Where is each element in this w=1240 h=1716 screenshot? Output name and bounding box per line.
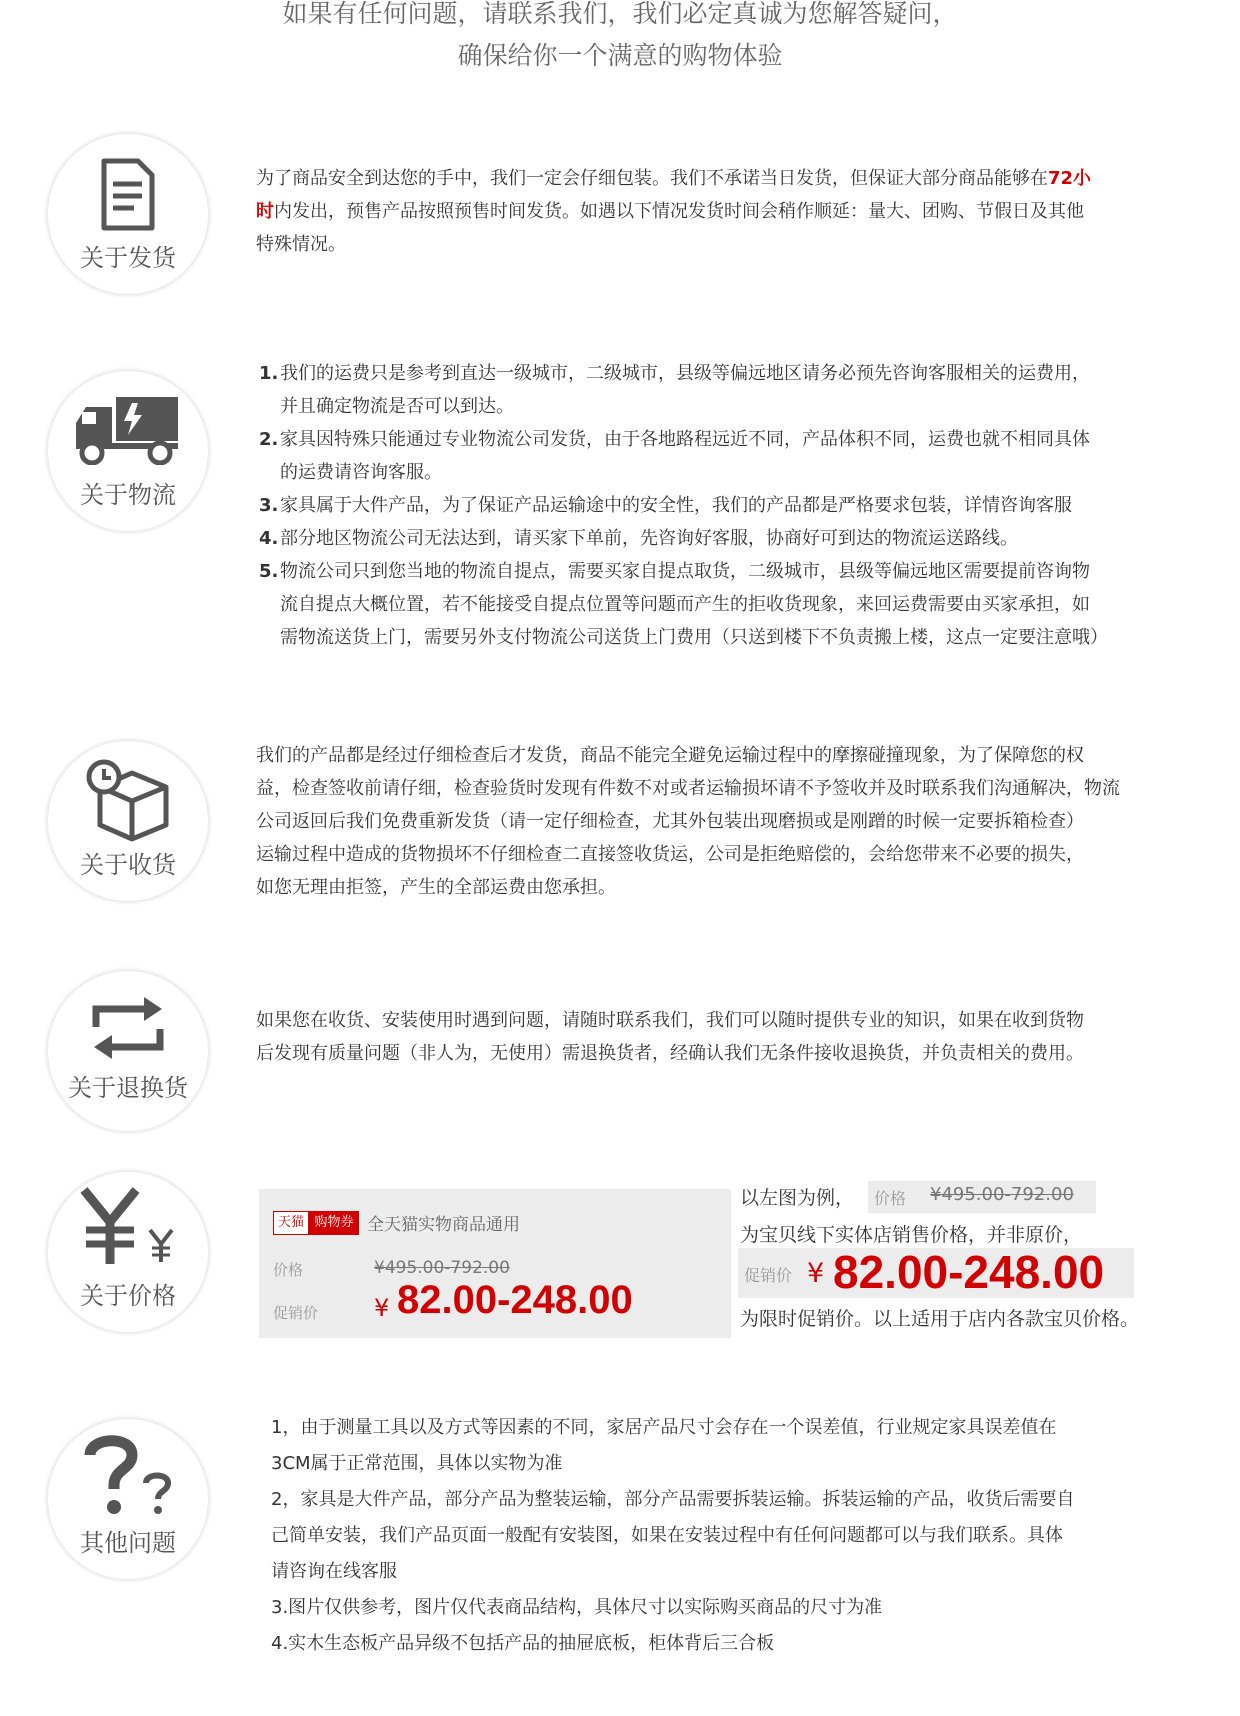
shipping-badge xyxy=(47,133,209,295)
coupon-scope: 全天猫实物商品通用 xyxy=(367,1215,520,1235)
sale-label: 促销价 xyxy=(273,1304,319,1322)
price-example-line-4: 为限时促销价。以上适用于店内各款宝贝价格。 xyxy=(740,1308,1140,1330)
price-label: 价格 xyxy=(273,1261,304,1279)
price-example-image xyxy=(259,1189,731,1338)
other-badge xyxy=(47,1418,209,1580)
price-example-prefix: 以左图为例， xyxy=(740,1187,855,1209)
coupon-tag: 购物券 xyxy=(309,1211,359,1235)
shipping-title: 关于发货 xyxy=(80,244,176,272)
sale-yen: ¥ xyxy=(374,1294,390,1322)
package-icon xyxy=(86,759,176,843)
price-example-line-2: 为宝贝线下实体店销售价格，并非原价， xyxy=(740,1224,1083,1246)
logistics-title: 关于物流 xyxy=(80,481,176,509)
document-icon xyxy=(98,158,158,232)
yen-icon xyxy=(76,1186,186,1266)
sale-price: 82.00-248.00 xyxy=(397,1278,633,1322)
price-title: 关于价格 xyxy=(80,1282,176,1310)
logistics-badge xyxy=(47,370,209,532)
returns-text: 如果您在收货、安装使用时遇到问题，请随时联系我们，我们可以随时提供专业的知识，如果在收到货物 后发现有质量问题（非人为，无使用）需退换货者，经确认我们无条件接收退换货，并负责相关的费用。 xyxy=(256,1010,1084,1064)
shipping-text xyxy=(256,162,1136,261)
returns-badge xyxy=(47,970,209,1132)
list-item: 2. 家具因特殊只能通过专业物流公司发货，由于各地路程远近不同，产品体积不同，运费也就不相同具体 的运费请咨询客服。 xyxy=(259,429,1090,483)
receiving-title: 关于收货 xyxy=(80,851,176,879)
list-item: 3. 家具属于大件产品，为了保证产品运输途中的安全性，我们的产品都是严格要求包装，详情咨询客服 xyxy=(259,495,1072,516)
shipping-line-1: 为了商品安全到达您的手中，我们一定会仔细包装。我们不承诺当日发货，但保证大部分商品能够在72小 xyxy=(256,168,1092,189)
example-sale-price-box: 促销价 ¥ 82.00-248.00 xyxy=(738,1248,1134,1298)
original-price: ¥495.00-792.00 xyxy=(374,1258,510,1278)
shipping-highlight-72: 72小 xyxy=(1048,168,1092,189)
tmall-tag: 天猫 xyxy=(273,1211,309,1235)
receiving-badge xyxy=(47,740,209,902)
returns-title: 关于退换货 xyxy=(68,1074,188,1102)
intro-line-2: 确保给你一个满意的购物体验 xyxy=(457,41,783,70)
shipping-line-3: 特殊情况。 xyxy=(256,234,346,255)
list-item: 1. 我们的运费只是参考到直达一级城市，二级城市，县级等偏远地区请务必预先咨询客服相关的运费用， 并且确定物流是否可以到达。 xyxy=(259,363,1090,417)
price-badge xyxy=(47,1171,209,1333)
logistics-list xyxy=(259,357,1159,654)
example-original-price-box: 价格 ¥495.00-792.00 xyxy=(868,1181,1096,1213)
intro-line-1: 如果有任何问题，请联系我们，我们必定真诚为您解答疑问， xyxy=(282,0,958,28)
receiving-text: 我们的产品都是经过仔细检查后才发货，商品不能完全避免运输过程中的摩擦碰撞现象，为了保障您的权 益，检查签收前请仔细，检查验货时发现有件数不对或者运输损坏请不予签收并及时联系我们沟通解决，物流 公司返回后我们免费重新发货（请一定仔细检查，尤其外包装出现磨损或是刚蹭的时候一定要拆箱检查） 运输过程中造成的货物损坏不仔细检查二直接签收货运，公司是拒绝赔偿的，会给您带来不必要的损失， 如您无理由拒签，产生的全部运费由您承担。 xyxy=(256,745,1120,898)
other-title: 其他问题 xyxy=(80,1529,176,1557)
list-item: 4. 部分地区物流公司无法达到，请买家下单前，先咨询好客服，协商好可到达的物流运送路线。 xyxy=(259,528,1018,549)
shipping-line-2: 时内发出，预售产品按照预售时间发货。如遇以下情况发货时间会稍作顺延：量大、团购、节假日及其他 xyxy=(256,201,1084,222)
question-icon xyxy=(76,1429,186,1519)
other-text: 1，由于测量工具以及方式等因素的不同，家居产品尺寸会存在一个误差值，行业规定家具误差值在 3CM属于正常范围，具体以实物为准 2，家具是大件产品，部分产品为整装运输，部分产品需要拆装运输。拆装运输的产品，收货后需要自 己简单安装，我们产品页面一般配有安装图，如果在安装过程中有任何问题都可以与我们联系。具体 请咨询在线客服 3.图片仅供参考，图片仅代表商品结构，具体尺寸以实际购买商品的尺寸为准 4.实木生态板产品异级不包括产品的抽屉底板，柜体背后三合板 xyxy=(271,1417,1075,1654)
list-item: 5. 物流公司只到您当地的物流自提点，需要买家自提点取货，二级城市，县级等偏远地区需要提前咨询物 流自提点大概位置，若不能接受自提点位置等问题而产生的拒收货现象，来回运费需要由买家承担，如 需物流送货上门，需要另外支付物流公司送货上门费用（只送到楼下不负责搬上楼，这点一定要注意哦） xyxy=(259,561,1108,648)
truck-icon xyxy=(72,395,182,465)
exchange-icon xyxy=(86,993,170,1063)
